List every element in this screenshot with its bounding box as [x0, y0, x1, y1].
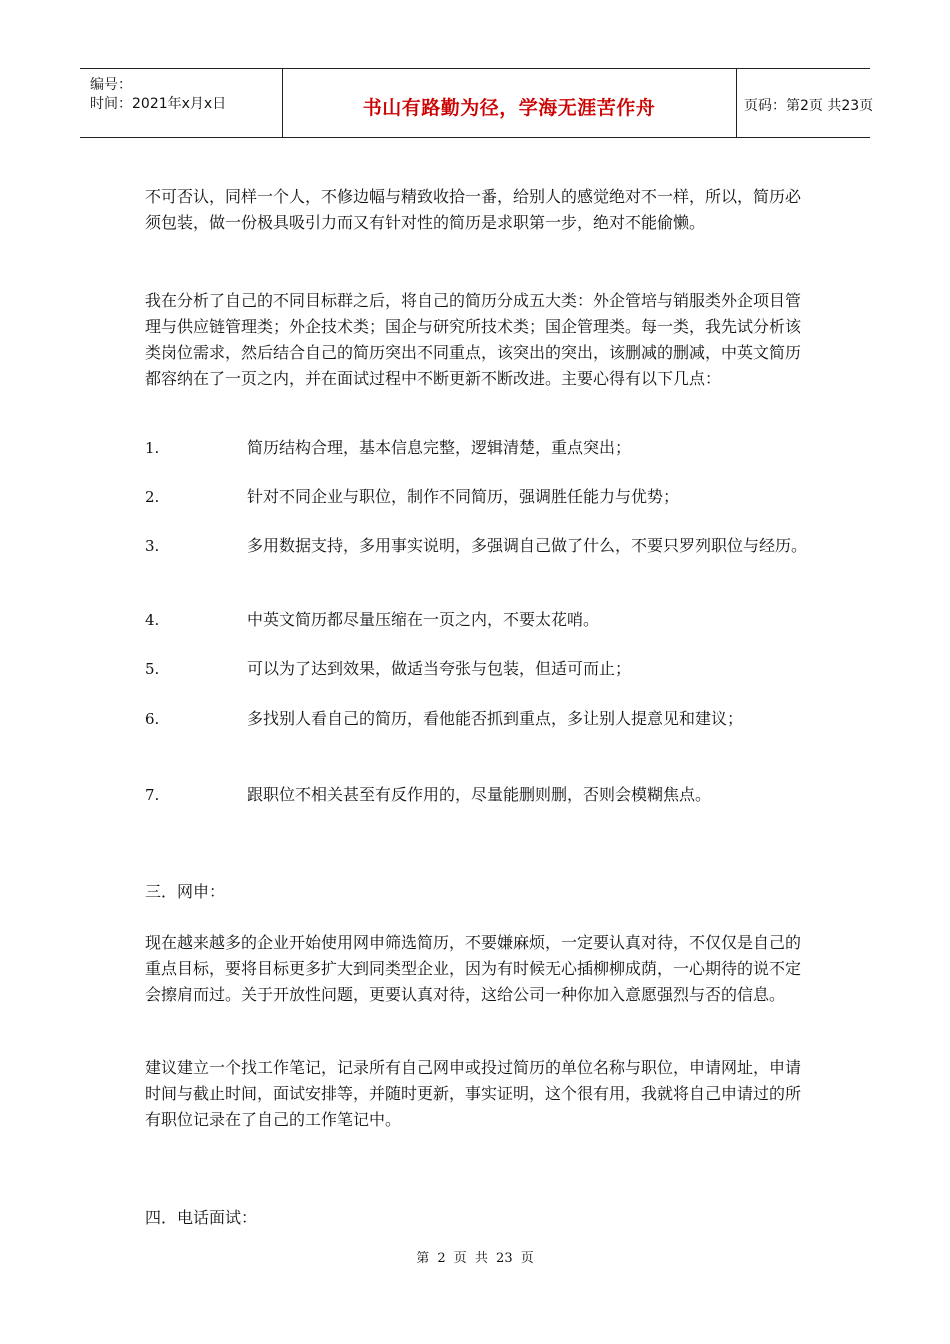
list-item-number: 7. [145, 786, 160, 804]
paragraph-online-application: 现在越来越多的企业开始使用网申筛选简历，不要嫌麻烦，一定要认真对待，不仅仅是自己的重点目标，要将目标更多扩大到同类型企业，因为有时候无心插柳柳成荫，一心期待的说不定会擦肩而过。关于开放性问题，更要认真对待，这给公司一种你加入意愿强烈与否的信息。 [145, 933, 802, 1004]
list-item-text: 可以为了达到效果，做适当夸张与包装，但适可而止； [247, 659, 632, 678]
paragraph-resume-categories: 我在分析了自己的不同目标群之后，将自己的简历分成五大类：外企管培与销服类外企项目管理与供应链管理类；外企技术类；国企与研究所技术类；国企管理类。每一类，我先试分析该类岗位需求，然后结合自己的简历突出不同重点，该突出的突出，该删减的删减，中英文简历都容纳在了一页之内，并在面试过程中不断更新不断改进。主要心得有以下几点： [145, 291, 802, 388]
paragraph-job-notes: 建议建立一个找工作笔记，记录所有自己网申或投过简历的单位名称与职位，申请网址，申请时间与截止时间，面试安排等，并随时更新，事实证明，这个很有用，我就将自己申请过的所有职位记录在了自己的工作笔记中。 [145, 1058, 802, 1129]
list-item-text: 中英文简历都尽量压缩在一页之内，不要太花哨。 [247, 610, 600, 629]
page-header [80, 68, 874, 138]
list-item-number: 1. [145, 439, 160, 457]
document-time-label: 时间：2021年x月x日 [90, 96, 227, 112]
list-item [145, 533, 815, 559]
header-page-cell [736, 69, 874, 137]
paragraph-resume-packaging: 不可否认，同样一个人，不修边幅与精致收拾一番，给别人的感觉绝对不一样，所以，简历必须包装，做一份极具吸引力而又有针对性的简历是求职第一步，绝对不能偷懒。 [145, 187, 802, 232]
list-item-text: 针对不同企业与职位，制作不同简历，强调胜任能力与优势； [247, 487, 680, 506]
list-item-number: 3. [145, 537, 160, 555]
list-item-text: 多用数据支持，多用事实说明，多强调自己做了什么，不要只罗列职位与经历。 [247, 536, 808, 555]
list-item-number: 4. [145, 611, 160, 629]
header-motto-cell [282, 69, 737, 137]
document-number-label: 编号： [90, 77, 132, 93]
list-item-text: 简历结构合理，基本信息完整，逻辑清楚，重点突出； [247, 438, 632, 457]
list-item-number: 2. [145, 488, 160, 506]
list-item-number: 5. [145, 660, 160, 678]
header-info-cell [80, 69, 283, 137]
header-page-number: 页码：第2页 共23页 [744, 98, 874, 114]
page-footer: 第 2 页 共 23 页 [416, 1251, 534, 1266]
list-item-number: 6. [145, 710, 160, 728]
section-heading-online-application: 三．网申： [145, 882, 226, 901]
list-item-text: 跟职位不相关甚至有反作用的，尽量能删则删，否则会模糊焦点。 [247, 785, 712, 804]
list-item-text: 多找别人看自己的简历，看他能否抓到重点，多让别人提意见和建议； [247, 709, 744, 728]
section-heading-phone-interview: 四．电话面试： [145, 1208, 258, 1227]
header-motto: 书山有路勤为径，学海无涯苦作舟 [362, 97, 656, 119]
